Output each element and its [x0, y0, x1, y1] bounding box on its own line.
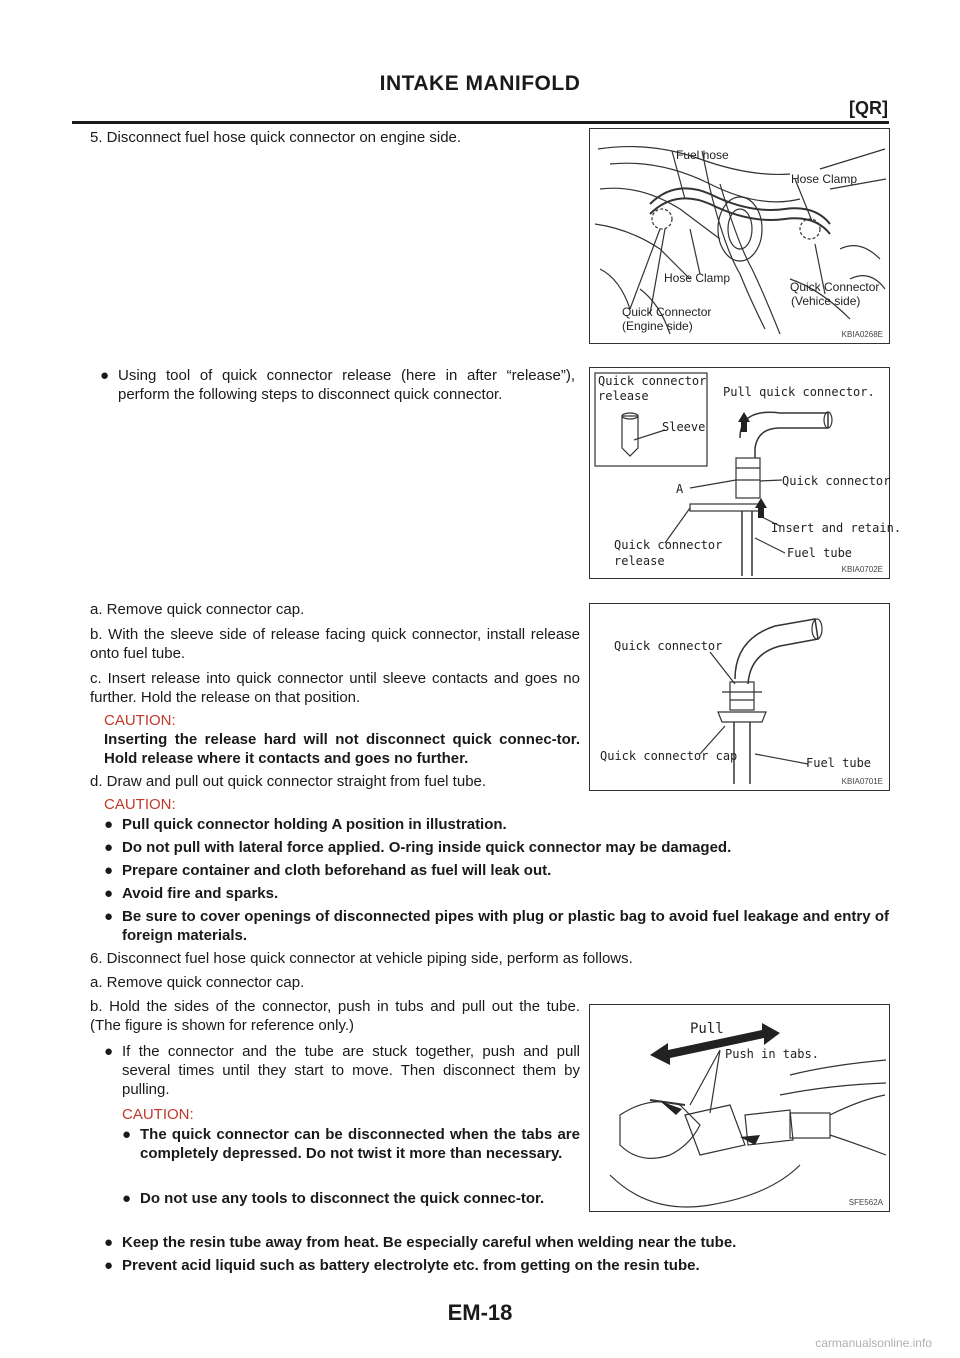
figure-code: KBIA0268E: [841, 330, 883, 339]
caution-bullet: [104, 838, 889, 857]
stuck-connector-note-text: If the connector and the tube are stuck together, push and pull several times until they start to move. Then disconnect them by pulling.: [122, 1043, 580, 1098]
label-quick-connector: Quick connector: [782, 474, 891, 488]
label-quick-connector-cap: Quick connector cap: [600, 749, 738, 763]
caution-bullet: [104, 861, 889, 880]
figure-push-tabs: [589, 1004, 890, 1212]
bullet-icon: ●: [122, 1126, 132, 1143]
label-quick-connector-release: Quick connector: [614, 538, 723, 552]
step-6-caution-title: CAUTION:: [122, 1106, 194, 1123]
label-fuel-tube: Fuel tube: [787, 546, 853, 560]
release-instruction: [100, 366, 575, 406]
step-a-text: a. Remove quick connector cap.: [90, 601, 305, 618]
final-bullet: [104, 1233, 889, 1252]
label-quick-connector-engine: Quick Connector: [622, 305, 712, 319]
final-bullet-text: Keep the resin tube away from heat. Be especially careful when welding near the tube.: [122, 1234, 737, 1251]
label-pull-quick-connector: Pull quick connector.: [723, 385, 875, 399]
label-fuel-hose: Fuel hose: [676, 148, 729, 162]
caution-bullet: [104, 907, 889, 947]
label-hose-clamp-engine: Hose Clamp: [664, 271, 731, 285]
caution-bullet-text: Avoid fire and sparks.: [122, 885, 279, 902]
figure-engine-quick-connector: [589, 128, 890, 344]
label-push-in-tabs: Push in tabs.: [725, 1047, 819, 1061]
bullet-icon: ●: [104, 1234, 114, 1251]
bullet-icon: ●: [104, 862, 114, 879]
bullet-icon: ●: [104, 839, 114, 856]
watermark: carmanualsonline.info: [815, 1336, 932, 1350]
step-c-caution-text: Inserting the release hard will not disconnect quick connec-tor. Hold release where it contacts and goes no further.: [104, 731, 580, 767]
label-sleeve: Sleeve: [662, 420, 706, 434]
step-5-text: 5. Disconnect fuel hose quick connector on engine side.: [90, 129, 462, 146]
label-vehicle-side: (Vehice side): [791, 294, 861, 308]
header-divider: [72, 121, 889, 124]
caution-bullet-text: Pull quick connector holding A position in illustration.: [122, 816, 507, 833]
bullet-icon: ●: [122, 1190, 132, 1207]
bullet-icon: ●: [104, 1257, 114, 1274]
step-b-text: b. With the sleeve side of release facing quick connector, install release onto fuel tube.: [90, 626, 580, 662]
label-release: release: [614, 554, 665, 568]
bullet-icon: ●: [104, 1043, 114, 1060]
label-hose-clamp-vehicle: Hose Clamp: [791, 172, 858, 186]
final-bullet: [104, 1256, 889, 1275]
label-fuel-tube: Fuel tube: [806, 756, 872, 770]
bullet-icon: ●: [104, 908, 114, 925]
bullet-icon: ●: [104, 885, 114, 902]
step-d-caution-title: CAUTION:: [104, 796, 176, 813]
step-d-text: d. Draw and pull out quick connector straight from fuel tube.: [90, 773, 487, 790]
caution-bullet-text: Do not pull with lateral force applied. O-ring inside quick connector may be damaged.: [122, 839, 732, 856]
label-engine-side: (Engine side): [622, 319, 693, 333]
figure-code: KBIA0702E: [841, 565, 883, 574]
step-c-caution-title: CAUTION:: [104, 712, 176, 729]
engine-code-label: [QR]: [849, 98, 888, 118]
figure-quick-connector-cap: [589, 603, 890, 791]
release-instruction-text: Using tool of quick connector release (here in after “release”), perform the following steps to disconnect quick connector.: [118, 367, 575, 403]
caution-bullet-text: The quick connector can be disconnected when the tabs are completely depressed. Do not twist it more than necessary.: [140, 1126, 580, 1162]
caution-bullet: [122, 1125, 580, 1185]
step-6b-text: b. Hold the sides of the connector, push in tubs and pull out the tube. (The figure is shown for reference only.): [90, 998, 580, 1034]
figure-code: KBIA0701E: [841, 777, 883, 786]
caution-bullet-text: Prepare container and cloth beforehand as fuel will leak out.: [122, 862, 552, 879]
caution-bullet-text: Be sure to cover openings of disconnected pipes with plug or plastic bag to avoid fuel leakage and entry of foreign materials.: [122, 908, 889, 944]
page-section-title: INTAKE MANIFOLD: [379, 72, 581, 95]
caution-bullet-text: Do not use any tools to disconnect the quick connec-tor.: [140, 1190, 545, 1207]
label-pull: Pull: [690, 1021, 724, 1037]
caution-bullet: [122, 1189, 580, 1229]
step-6a-text: a. Remove quick connector cap.: [90, 974, 305, 991]
caution-bullet: [104, 815, 584, 834]
figure-code: SFE562A: [848, 1198, 883, 1207]
label-release-inset: release: [598, 389, 649, 403]
label-insert-and-retain: Insert and retain.: [771, 521, 902, 535]
page-number: EM-18: [447, 1300, 513, 1325]
bullet-icon: ●: [104, 816, 114, 833]
label-quick-connector: Quick connector: [614, 639, 723, 653]
label-a-position: A: [676, 482, 684, 496]
label-quick-connector-vehicle: Quick Connector: [790, 280, 880, 294]
step-6-text: 6. Disconnect fuel hose quick connector at vehicle piping side, perform as follows.: [90, 950, 633, 967]
stuck-connector-note: [104, 1042, 580, 1102]
final-bullet-text: Prevent acid liquid such as battery electrolyte etc. from getting on the resin tube.: [122, 1257, 700, 1274]
step-c-text: c. Insert release into quick connector until sleeve contacts and goes no further. Hold the release on that position.: [90, 670, 580, 706]
caution-bullet: [104, 884, 889, 903]
bullet-icon: ●: [100, 367, 110, 384]
label-quick-connector-release-inset: Quick connector: [598, 374, 707, 388]
figure-quick-connector-release: [589, 367, 902, 579]
figure-push-tabs-illustration: [590, 1005, 889, 1211]
